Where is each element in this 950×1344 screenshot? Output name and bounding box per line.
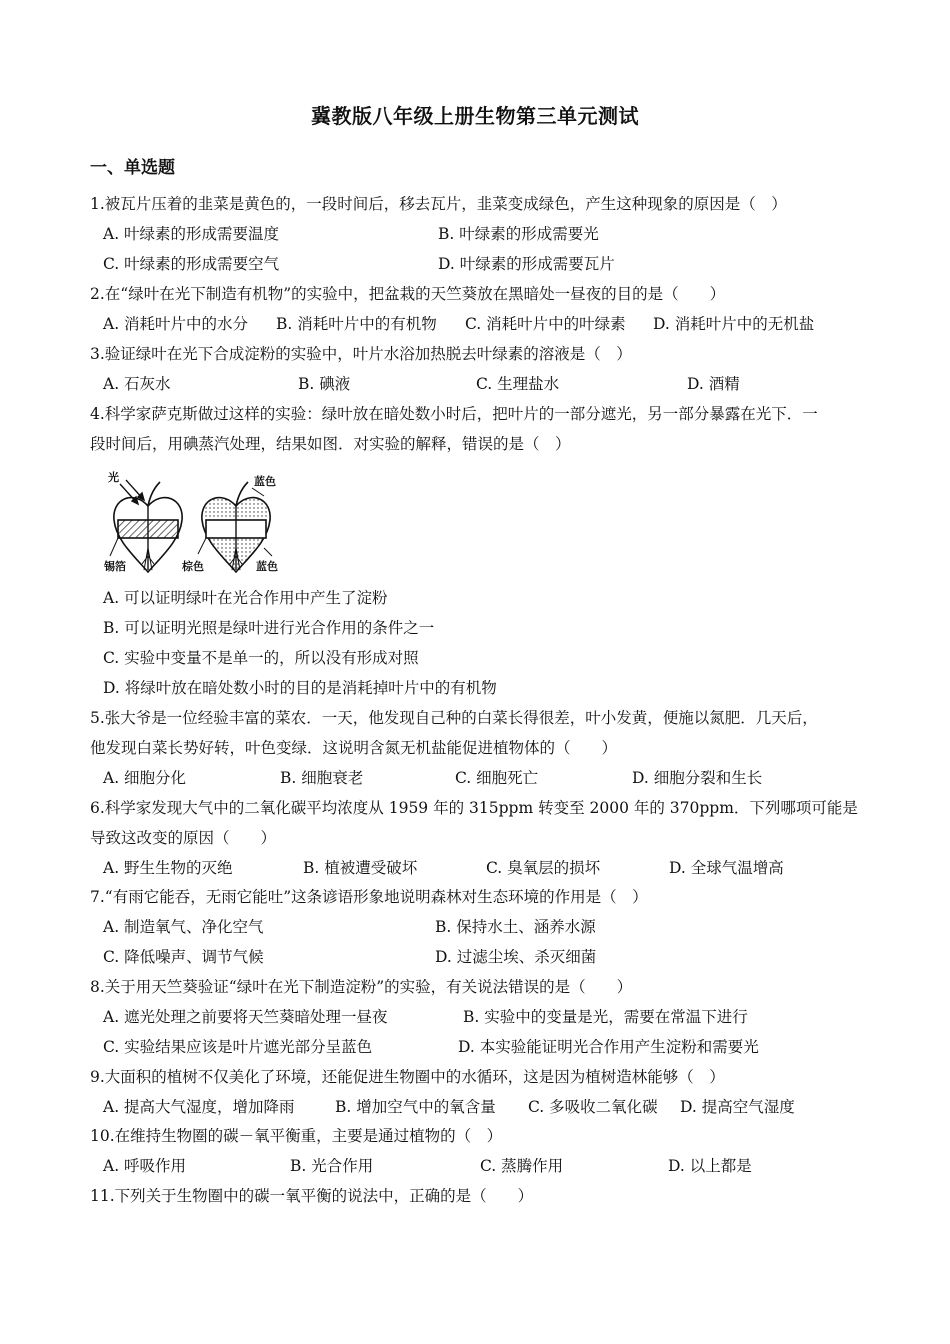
question-4-option-c[interactable]: C. 实验中变量不是单一的，所以没有形成对照 xyxy=(103,649,419,667)
question-9-option-b[interactable]: B. 增加空气中的氧含量 xyxy=(335,1098,496,1116)
question-3-option-b[interactable]: B. 碘液 xyxy=(298,375,351,393)
label-foil: 锡箔 xyxy=(104,560,126,573)
question-3-option-c[interactable]: C. 生理盐水 xyxy=(476,375,560,393)
label-blue-top: 蓝色 xyxy=(254,475,276,488)
question-6-option-a[interactable]: A. 野生生物的灭绝 xyxy=(103,859,233,877)
label-light: 光 xyxy=(108,471,119,484)
page-title: 冀教版八年级上册生物第三单元测试 xyxy=(311,104,639,128)
question-2-option-c[interactable]: C. 消耗叶片中的叶绿素 xyxy=(465,315,626,333)
question-9-option-d[interactable]: D. 提高空气湿度 xyxy=(680,1098,795,1116)
question-10-option-b[interactable]: B. 光合作用 xyxy=(290,1157,374,1175)
question-10-option-a[interactable]: A. 呼吸作用 xyxy=(103,1157,187,1175)
question-6-option-d[interactable]: D. 全球气温增高 xyxy=(669,859,784,877)
question-4-option-b[interactable]: B. 可以证明光照是绿叶进行光合作用的条件之一 xyxy=(103,619,435,637)
question-3-stem: 3.验证绿叶在光下合成淀粉的实验中，叶片水浴加热脱去叶绿素的溶液是（ ） xyxy=(90,345,632,363)
question-2-option-a[interactable]: A. 消耗叶片中的水分 xyxy=(103,315,249,333)
question-8-option-a[interactable]: A. 遮光处理之前要将天竺葵暗处理一昼夜 xyxy=(103,1008,388,1026)
question-2-stem: 2.在“绿叶在光下制造有机物”的实验中，把盆栽的天竺葵放在黑暗处一昼夜的目的是（ ） xyxy=(90,285,726,303)
question-7-option-a[interactable]: A. 制造氧气、净化空气 xyxy=(103,918,264,936)
question-10-option-c[interactable]: C. 蒸腾作用 xyxy=(480,1157,564,1175)
question-5-option-d[interactable]: D. 细胞分裂和生长 xyxy=(632,769,763,787)
label-brown: 棕色 xyxy=(182,560,204,573)
question-4-stem-line-1: 4.科学家萨克斯做过这样的实验：绿叶放在暗处数小时后，把叶片的一部分遮光，另一部分暴露在光下．一 xyxy=(90,405,818,423)
question-1-option-a[interactable]: A. 叶绿素的形成需要温度 xyxy=(103,225,280,243)
question-8-option-d[interactable]: D. 本实验能证明光合作用产生淀粉和需要光 xyxy=(458,1038,759,1056)
question-6-stem-line-1: 6.科学家发现大气中的二氧化碳平均浓度从 1959 年的 315ppm 转变至 2000 年的 370ppm．下列哪项可能是 xyxy=(90,799,858,817)
question-9-option-a[interactable]: A. 提高大气湿度，增加降雨 xyxy=(103,1098,295,1116)
question-8-stem: 8.关于用天竺葵验证“绿叶在光下制造淀粉”的实验，有关说法错误的是（ ） xyxy=(90,978,633,996)
question-8-option-c[interactable]: C. 实验结果应该是叶片遮光部分呈蓝色 xyxy=(103,1038,373,1056)
leaf-experiment-figure xyxy=(104,470,304,578)
question-1-option-c[interactable]: C. 叶绿素的形成需要空气 xyxy=(103,255,280,273)
question-1-option-b[interactable]: B. 叶绿素的形成需要光 xyxy=(438,225,599,243)
question-7-option-d[interactable]: D. 过滤尘埃、杀灭细菌 xyxy=(435,948,597,966)
question-2-option-b[interactable]: B. 消耗叶片中的有机物 xyxy=(276,315,437,333)
question-10-stem: 10.在维持生物圈的碳－氧平衡重，主要是通过植物的（ ） xyxy=(90,1127,503,1145)
question-4-stem-line-2: 段时间后，用碘蒸汽处理，结果如图．对实验的解释，错误的是（ ） xyxy=(90,435,571,453)
question-6-option-b[interactable]: B. 植被遭受破坏 xyxy=(303,859,418,877)
question-9-stem: 9.大面积的植树不仅美化了环境，还能促进生物圈中的水循环，这是因为植树造林能够（ ） xyxy=(90,1068,725,1086)
question-5-stem-line-1: 5.张大爷是一位经验丰富的菜农．一天，他发现自己种的白菜长得很差，叶小发黄，便施以氮肥．几天后， xyxy=(90,709,818,727)
question-1-stem: 1.被瓦片压着的韭菜是黄色的，一段时间后，移去瓦片，韭菜变成绿色，产生这种现象的原因是（ ） xyxy=(90,195,787,213)
section-heading: 一、单选题 xyxy=(90,158,175,178)
question-7-option-c[interactable]: C. 降低噪声、调节气候 xyxy=(103,948,264,966)
question-5-option-c[interactable]: C. 细胞死亡 xyxy=(455,769,539,787)
question-6-option-c[interactable]: C. 臭氧层的损坏 xyxy=(486,859,601,877)
question-10-option-d[interactable]: D. 以上都是 xyxy=(668,1157,752,1175)
question-8-option-b[interactable]: B. 实验中的变量是光，需要在常温下进行 xyxy=(463,1008,748,1026)
question-1-option-d[interactable]: D. 叶绿素的形成需要瓦片 xyxy=(438,255,615,273)
question-9-option-c[interactable]: C. 多吸收二氧化碳 xyxy=(528,1098,658,1116)
question-5-stem-line-2: 他发现白菜长势好转，叶色变绿．这说明含氮无机盐能促进植物体的（ ） xyxy=(90,739,618,757)
question-5-option-a[interactable]: A. 细胞分化 xyxy=(103,769,187,787)
question-11-stem: 11.下列关于生物圈中的碳一氧平衡的说法中，正确的是（ ） xyxy=(90,1187,534,1205)
question-4-option-d[interactable]: D. 将绿叶放在暗处数小时的目的是消耗掉叶片中的有机物 xyxy=(103,679,497,697)
question-7-stem: 7.“有雨它能吞，无雨它能吐”这条谚语形象地说明森林对生态环境的作用是（ ） xyxy=(90,888,648,906)
question-6-stem-line-2: 导致这改变的原因（ ） xyxy=(90,829,277,847)
question-7-option-b[interactable]: B. 保持水土、涵养水源 xyxy=(435,918,596,936)
question-3-option-a[interactable]: A. 石灰水 xyxy=(103,375,171,393)
question-4-option-a[interactable]: A. 可以证明绿叶在光合作用中产生了淀粉 xyxy=(103,589,388,607)
question-5-option-b[interactable]: B. 细胞衰老 xyxy=(280,769,364,787)
leaf-left xyxy=(114,482,182,572)
leaf-right xyxy=(202,482,270,572)
question-3-option-d[interactable]: D. 酒精 xyxy=(687,375,740,393)
label-blue-bottom: 蓝色 xyxy=(256,560,278,573)
question-2-option-d[interactable]: D. 消耗叶片中的无机盐 xyxy=(653,315,815,333)
foil-strip xyxy=(118,520,178,538)
